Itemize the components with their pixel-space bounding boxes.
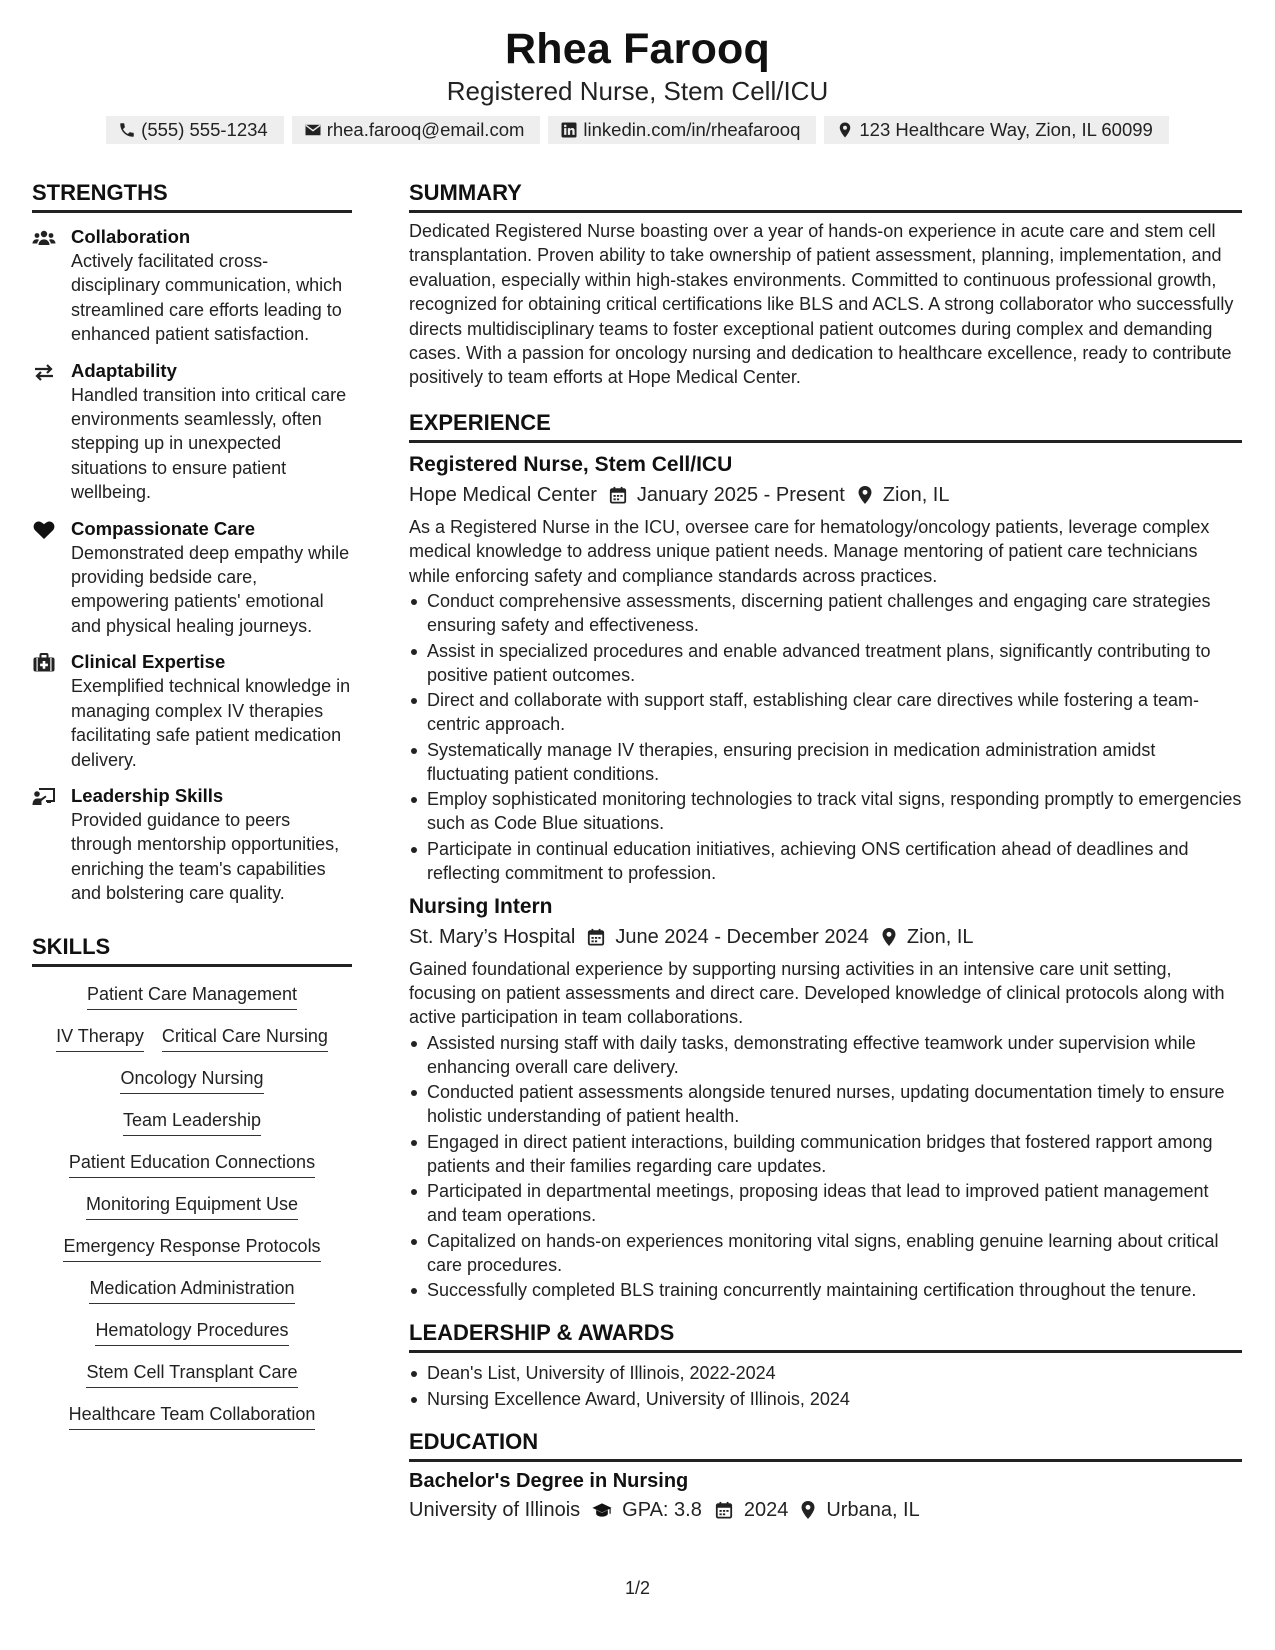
bullet-item: Capitalized on hands-on experiences monitoring vital signs, enabling genuine learning about critical care procedures. xyxy=(409,1229,1242,1277)
strength-item xyxy=(32,517,352,639)
page-number: 1/2 xyxy=(624,1578,651,1598)
school-name: University of Illinois xyxy=(409,1498,581,1521)
summary-text: Dedicated Registered Nurse boasting over a year of hands-on experience in acute care and stem cell transplantation. Proven ability to take ownership of patient assessment, planning, implementation, and evaluation, especially within high-stakes environments. Committed to continuous professional growth, recognized for obtaining critical certifications like BLS and ACLS. A strong collaborator who successfully directs multidisciplinary teams to foster exceptional patient outcomes during complex and demanding cases. With a passion for oncology nursing and dedication to healthcare excellence, ready to contribute positively to team efforts at Hope Medical Center. xyxy=(409,221,1234,388)
graduation-cap-icon xyxy=(592,1501,612,1519)
job-dates: January 2025 - Present xyxy=(636,483,845,506)
job-description: As a Registered Nurse in the ICU, oversee care for hematology/oncology patients, leverage complex medical knowledge to address unique patient needs. Manage mentoring of patient care technicians while enforcing safety and compliance standards across practices. xyxy=(409,516,1210,586)
strength-title: Collaboration xyxy=(71,226,191,247)
contact-email[interactable] xyxy=(292,116,541,144)
strength-item xyxy=(32,784,352,906)
candidate-title: Registered Nurse, Stem Cell/ICU xyxy=(446,76,829,106)
bullet-item: Assisted nursing staff with daily tasks, demonstrating effective teamwork under supervision while enhancing overall care delivery. xyxy=(409,1031,1242,1079)
location-pin-icon xyxy=(800,1501,816,1519)
degree-title: Bachelor's Degree in Nursing xyxy=(409,1469,689,1492)
calendar-icon xyxy=(714,1501,734,1519)
education-heading: EDUCATION xyxy=(409,1427,1242,1462)
skill-tag: Healthcare Team Collaboration xyxy=(69,1402,316,1430)
right-column xyxy=(409,178,1242,1524)
strength-title: Leadership Skills xyxy=(71,784,224,806)
skill-tag: Emergency Response Protocols xyxy=(63,1234,320,1262)
strength-desc: Handled transition into critical care environments seamlessly, often stepping up in unexpected situations to ensure patient wellbeing. xyxy=(71,384,347,503)
skill-tag: Monitoring Equipment Use xyxy=(86,1192,298,1220)
bullet-item: Participated in departmental meetings, proposing ideas that lead to improved patient management and team operations. xyxy=(409,1179,1242,1227)
strengths-heading: STRENGTHS xyxy=(32,178,352,213)
job-location: Zion, IL xyxy=(882,483,950,506)
skill-tag: Oncology Nursing xyxy=(120,1066,263,1094)
phone-text: (555) 555-1234 xyxy=(141,119,268,140)
job-bullets xyxy=(409,589,1242,885)
strength-desc: Provided guidance to peers through mentorship opportunities, enriching the team's capabilities and bolstering care quality. xyxy=(71,809,340,904)
teacher-board-icon xyxy=(32,787,56,807)
skills-heading: SKILLS xyxy=(32,932,352,967)
location-pin-icon xyxy=(881,928,897,946)
experience-heading: EXPERIENCE xyxy=(409,408,1242,443)
job-entry xyxy=(409,893,1242,1303)
resume-header xyxy=(0,22,1275,144)
strength-title: Compassionate Care xyxy=(71,517,256,539)
education-meta xyxy=(409,1496,1242,1524)
skills-section xyxy=(32,932,352,1430)
address-text: 123 Healthcare Way, Zion, IL 60099 xyxy=(859,119,1153,140)
skill-tag: Stem Cell Transplant Care xyxy=(86,1360,297,1388)
bullet-item: Conduct comprehensive assessments, discerning patient challenges and engaging care strategies ensuring safety and effectiveness. xyxy=(409,589,1242,637)
location-pin-icon xyxy=(836,121,854,139)
education-location: Urbana, IL xyxy=(826,1498,920,1521)
strength-title: Adaptability xyxy=(71,359,177,381)
bullet-item: Assist in specialized procedures and enable advanced treatment plans, significantly contributing to positive patient outcomes. xyxy=(409,639,1242,687)
skill-tag: Critical Care Nursing xyxy=(162,1024,328,1052)
leadership-heading: LEADERSHIP & AWARDS xyxy=(409,1318,1242,1353)
bullet-item: Engaged in direct patient interactions, building communication bridges that fostered rapport among patients and their families regarding care updates. xyxy=(409,1130,1242,1178)
bullet-item: Successfully completed BLS training concurrently maintaining certification throughout the tenure. xyxy=(409,1278,1242,1302)
strength-title: Clinical Expertise xyxy=(71,651,226,673)
contact-phone xyxy=(106,116,284,144)
job-location: Zion, IL xyxy=(906,925,974,948)
skills-list xyxy=(32,982,352,1430)
strength-desc: Exemplified technical knowledge in managing complex IV therapies facilitating safe patient medication delivery. xyxy=(71,676,351,770)
linkedin-text[interactable]: linkedin.com/in/rheafarooq xyxy=(583,119,801,140)
job-title: Nursing Intern xyxy=(409,894,553,918)
calendar-icon xyxy=(609,486,627,504)
bullet-item: Systematically manage IV therapies, ensuring precision in medication administration amidst fluctuating patient conditions. xyxy=(409,738,1242,786)
bullet-item: Direct and collaborate with support staff, establishing clear care directives while fostering a team-centric approach. xyxy=(409,688,1242,736)
job-meta xyxy=(409,923,1242,951)
email-icon xyxy=(304,121,322,139)
award-item: Dean's List, University of Illinois, 2022-2024 xyxy=(409,1361,1242,1385)
medical-kit-icon xyxy=(32,653,56,673)
job-dates: June 2024 - December 2024 xyxy=(615,925,869,948)
leadership-section xyxy=(409,1318,1242,1411)
leadership-list xyxy=(409,1361,1242,1411)
skill-tag: Patient Education Connections xyxy=(69,1150,315,1178)
skill-tag: Medication Administration xyxy=(89,1276,294,1304)
job-entry xyxy=(409,451,1242,885)
heart-icon xyxy=(32,520,56,540)
contact-bar xyxy=(0,116,1275,144)
strength-desc: Demonstrated deep empathy while providing bedside care, empowering patients' emotional and physical healing journeys. xyxy=(71,542,350,636)
job-company: Hope Medical Center xyxy=(409,483,597,506)
summary-heading: SUMMARY xyxy=(409,178,1242,213)
strength-item xyxy=(32,359,352,505)
phone-icon xyxy=(118,121,136,139)
job-title: Registered Nurse, Stem Cell/ICU xyxy=(409,452,733,476)
strength-desc: Actively facilitated cross-disciplinary communication, which streamlined care efforts leading to enhanced patient satisfaction. xyxy=(71,251,343,345)
award-item: Nursing Excellence Award, University of Illinois, 2024 xyxy=(409,1387,1242,1411)
skill-tag: Team Leadership xyxy=(123,1108,261,1136)
job-description: Gained foundational experience by supporting nursing activities in an intensive care unit setting, focusing on patient assessments and direct care. Developed knowledge of clinical protocols along with active participation in team collaborations. xyxy=(409,958,1225,1028)
contact-linkedin[interactable] xyxy=(548,116,816,144)
skill-tag: IV Therapy xyxy=(56,1024,144,1052)
bullet-item: Employ sophisticated monitoring technologies to track vital signs, responding promptly to emergencies such as Code Blue situations. xyxy=(409,787,1242,835)
job-meta xyxy=(409,481,1242,509)
calendar-icon xyxy=(587,928,605,946)
email-text[interactable]: rhea.farooq@email.com xyxy=(326,119,525,140)
contact-address xyxy=(824,116,1168,144)
strength-item xyxy=(32,650,352,772)
location-pin-icon xyxy=(857,486,873,504)
candidate-name: Rhea Farooq xyxy=(504,25,770,73)
users-icon xyxy=(32,228,56,248)
bullet-item: Participate in continual education initiatives, achieving ONS certification ahead of deadlines and reflecting commitment to profession. xyxy=(409,837,1242,885)
education-section xyxy=(409,1427,1242,1524)
gpa-text: GPA: 3.8 xyxy=(622,1498,702,1521)
job-bullets xyxy=(409,1031,1242,1303)
skill-tag: Hematology Procedures xyxy=(95,1318,288,1346)
skill-tag: Patient Care Management xyxy=(87,982,297,1010)
left-column xyxy=(32,178,352,1430)
graduation-year: 2024 xyxy=(743,1498,789,1521)
bullet-item: Conducted patient assessments alongside tenured nurses, updating documentation timely to ensure holistic understanding of patient health. xyxy=(409,1080,1242,1128)
experience-section xyxy=(409,408,1242,1302)
strength-item xyxy=(32,225,352,347)
arrows-exchange-icon xyxy=(32,362,56,382)
linkedin-icon xyxy=(560,121,578,139)
job-company: St. Mary’s Hospital xyxy=(409,925,576,948)
